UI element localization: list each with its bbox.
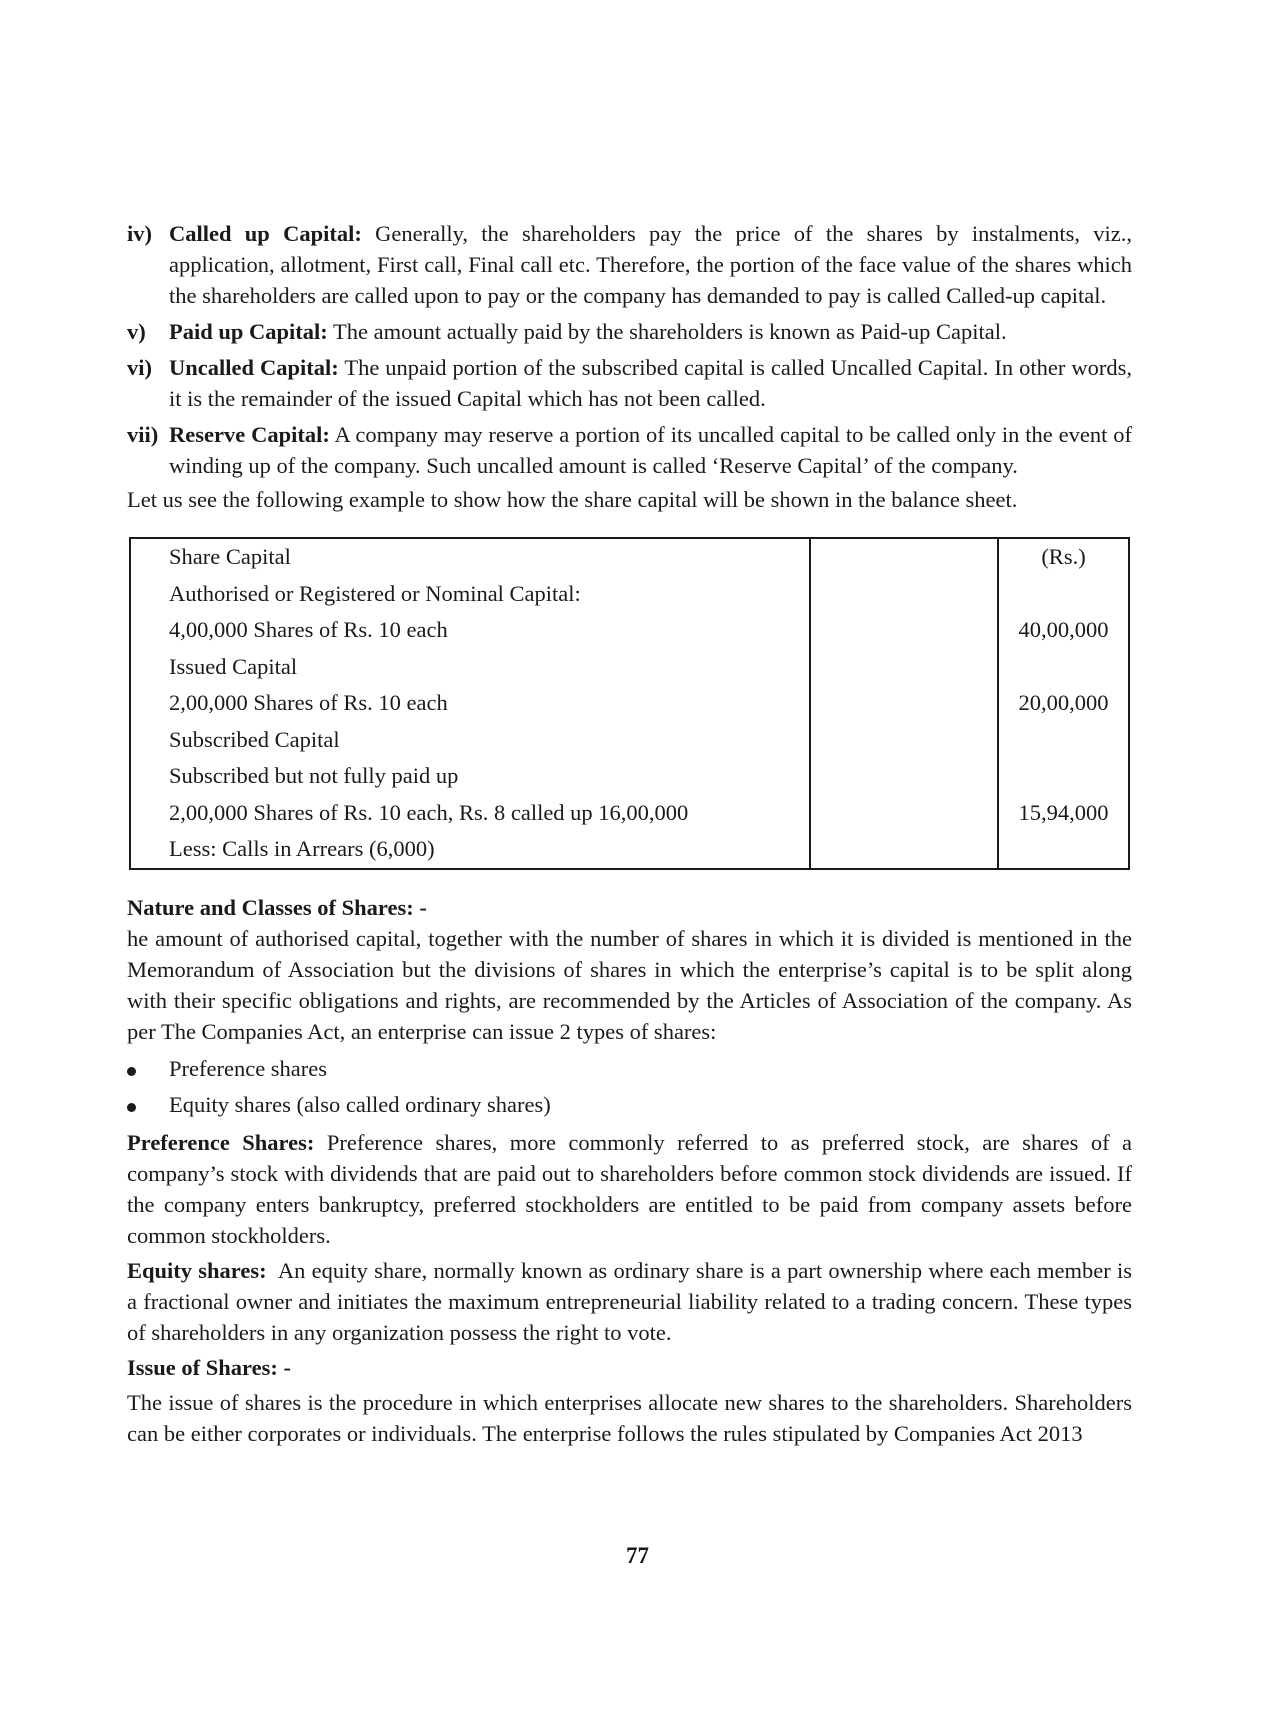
list-item-label: Preference shares: [169, 1055, 328, 1081]
definition-text: A company may reserve a portion of its uncalled capital to be called only in the event of winding up of the company. Such uncalled amount is called ‘Reserve Capital’ of the company.: [169, 422, 1133, 478]
section-heading-nature: Nature and Classes of Shares: -: [127, 894, 427, 920]
definition-uncalled-capital: [127, 352, 1132, 414]
definition-text: The unpaid portion of the subscribed capital is called Uncalled Capital. In other words, it is the remainder of the issued Capital which has not been called.: [169, 355, 1132, 411]
intro-paragraph: Let us see the following example to show how the share capital will be shown in the balance sheet.: [127, 487, 1018, 512]
table-middle-column: [810, 538, 998, 869]
table-row: Authorised or Registered or Nominal Capital:: [169, 580, 581, 606]
table-amount-column: [998, 538, 1129, 869]
term-label: Preference Shares:: [127, 1129, 315, 1155]
table-row: 2,00,000 Shares of Rs. 10 each: [169, 690, 448, 715]
term-label: Uncalled Capital:: [169, 355, 339, 380]
paragraph-text: An equity share, normally known as ordinary share is a part ownership where each member is a fractional owner and initiates the maximum entrepreneurial liability related to a trading concern. These types of shareholders in any organization possess the right to vote.: [127, 1257, 1138, 1345]
nature-paragraph: he amount of authorised capital, together with the number of shares in which it is divided is mentioned in the Memorandum of Association but the divisions of shares in which the enterprise’s capital is to be split along with their specific obligations and rights, are recommended by the Articles of Association of the company. As per The Companies Act, an enterprise can issue 2 types of shares:: [127, 925, 1132, 1044]
bullet-icon: [127, 1067, 136, 1076]
term-label: Paid up Capital:: [169, 319, 328, 344]
term-label: Called up Capital:: [169, 221, 362, 246]
table-row: 4,00,000 Shares of Rs. 10 each: [169, 617, 448, 642]
page-content: [127, 218, 1138, 1449]
table-description-column: [130, 538, 810, 869]
issue-paragraph: The issue of shares is the procedure in which enterprises allocate new shares to the shareholders. Shareholders can be either corporates or individuals. The enterprise follows the rules stipulated by Companies Act 2013: [127, 1389, 1132, 1446]
table-row: Less: Calls in Arrears (6,000): [169, 836, 435, 861]
amount-subscribed: 15,94,000: [1018, 799, 1109, 825]
definition-paid-up-capital: [127, 316, 1132, 347]
term-label: Reserve Capital:: [169, 422, 330, 447]
paragraph-text: Preference shares, more commonly referred to as preferred stock, are shares of a company’s stock with dividends that are paid out to shareholders before common stock dividends are issued. If the company enters bankruptcy, preferred stockholders are entitled to be paid from company assets before common stockholders.: [127, 1129, 1133, 1248]
bullet-icon: [127, 1103, 136, 1112]
section-heading-issue: Issue of Shares: -: [127, 1354, 291, 1380]
equity-shares-paragraph: [127, 1255, 1138, 1348]
table-row: Subscribed but not fully paid up: [169, 763, 459, 788]
table-row: Share Capital: [169, 544, 291, 569]
definition-reserve-capital: [127, 419, 1132, 481]
definition-called-up-capital: [127, 218, 1132, 311]
preference-shares-paragraph: [127, 1127, 1132, 1251]
table-row: Subscribed Capital: [169, 726, 340, 752]
list-item: [127, 1051, 1132, 1087]
list-item: [127, 1087, 1132, 1123]
definition-text: The amount actually paid by the shareholders is known as Paid-up Capital.: [327, 319, 1007, 344]
share-types-list: [127, 1051, 1132, 1123]
item-number: v): [127, 319, 146, 344]
table-row: 2,00,000 Shares of Rs. 10 each, Rs. 8 called up 16,00,000: [169, 799, 689, 825]
amount-issued: 20,00,000: [1018, 690, 1109, 715]
share-capital-table: [129, 537, 1130, 870]
table-row: Issued Capital: [169, 653, 298, 679]
item-number: vi): [127, 355, 152, 380]
item-number: vii): [127, 422, 159, 447]
definition-text: Generally, the shareholders pay the price of the shares by instalments, viz., application, allotment, First call, Final call etc. Therefore, the portion of the face value of the shares which the shareholders are called upon to pay or the company has demanded to pay is called Called-up capital.: [169, 221, 1132, 308]
page-number: 77: [626, 1543, 649, 1568]
amount-header: (Rs.): [1041, 544, 1086, 569]
item-number: iv): [127, 221, 152, 246]
list-item-label: Equity shares (also called ordinary shares): [169, 1091, 551, 1117]
term-label: Equity shares:: [127, 1257, 267, 1283]
amount-authorised: 40,00,000: [1018, 617, 1109, 642]
